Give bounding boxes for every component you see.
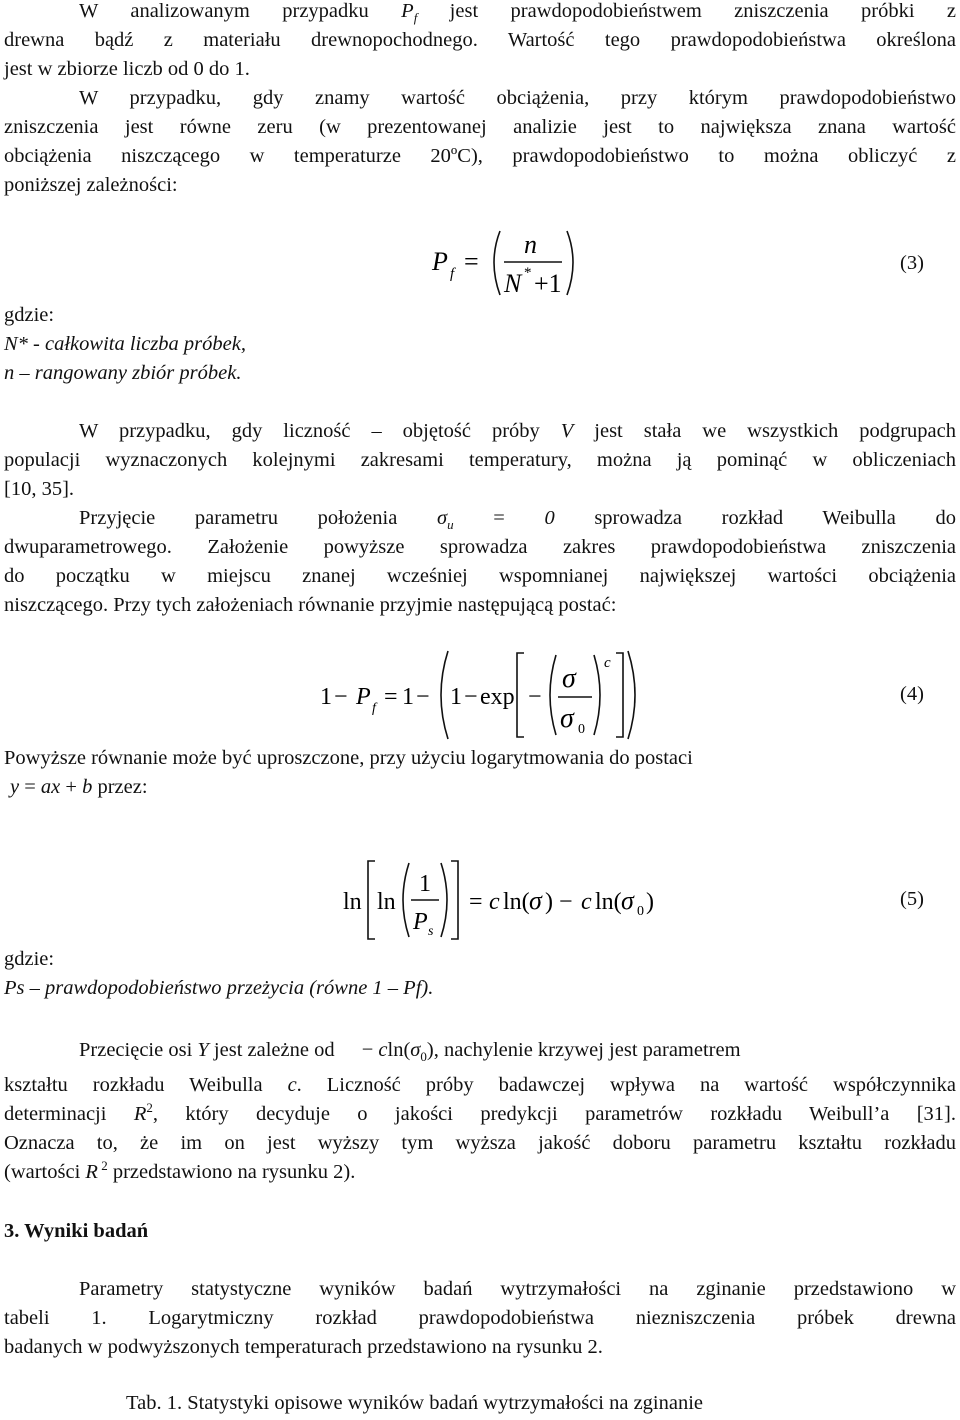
eq4-outer-right-paren	[628, 651, 635, 739]
paragraph-6-line-3: determinacji $R^2$, który decyduje o jakości predykcji parametrów rozkładu Weibull’a [31].	[4, 1100, 956, 1125]
equation-5-graphic	[335, 855, 695, 945]
eq5-c-a: c	[489, 889, 500, 915]
eq4-right-bracket	[616, 653, 623, 737]
eq4-minus-d: −	[528, 684, 542, 710]
paragraph-1-line-1: W analizowanym przypadku $P_f$ jest prawdopodobieństwem zniszczenia próbki z	[79, 0, 956, 26]
eq5-right-bracket	[451, 861, 458, 939]
paragraph-3-line-2: populacji wyznaczonych kolejnymi zakresami temperatury, można ją pominąć w obliczeniach	[4, 449, 956, 471]
paragraph-7-line-1: Parametry statystyczne wyników badań wytrzymałości na zginanie przedstawiono w	[79, 1278, 956, 1300]
paragraph-2-line-4: poniższej zależności:	[4, 174, 178, 196]
eq4-sigma0: σ	[560, 703, 574, 734]
paragraph-6-line-1: Przecięcie osi Y jest zależne od − $cln(\sigma_0)$, nachylenie krzywej jest parametrem	[79, 1039, 741, 1065]
eq3-left-paren	[494, 231, 500, 295]
eq5-ln-a: ln	[343, 889, 362, 915]
paragraph-3-line-1: W przypadku, gdy liczność – objętość próby V jest stała we wszystkich podgrupach	[79, 420, 957, 442]
paragraph-4-line-2: dwuparametrowego. Założenie powyższe sprowadza zakres prawdopodobieństwa zniszczenia	[4, 536, 956, 558]
eq4-exponent-c: c	[604, 655, 611, 671]
eq3-equals: =	[464, 247, 479, 276]
eq3-right-paren	[567, 231, 573, 295]
eq4-p-sub: f	[372, 701, 376, 716]
eq4-equals: =	[384, 684, 398, 710]
paragraph-5-line-1: Powyższe równanie może być uproszczone, przy użyciu logarytmowania do postaci	[4, 747, 693, 769]
equation-3-graphic	[420, 225, 590, 303]
paragraph-6-line-4: Oznacza to, że im on jest wyższy tym wyższa jakość doboru parametru kształtu rozkładu	[4, 1132, 956, 1154]
eq3-den-plus-one: +1	[534, 269, 562, 298]
eq5-close-b: )	[646, 889, 654, 915]
eq5-sigma: σ	[529, 886, 542, 915]
eq5-ps-sub: s	[428, 924, 434, 939]
eq4-one-c: 1	[450, 684, 462, 710]
eq5-sigma0-sub: 0	[637, 904, 644, 919]
eq3-lhs-sub: f	[450, 266, 455, 282]
equation-4-number: (4)	[900, 683, 924, 705]
eq5-ln-c: ln(	[503, 889, 530, 915]
eq5-numerator: 1	[419, 871, 431, 897]
eq5-sigma0: σ	[621, 886, 634, 915]
paragraph-1-line-2: drewna bądź z materiału drewnopochodnego. Wartość tego prawdopodobieństwa określona	[4, 29, 956, 51]
eq4-p: P	[356, 684, 371, 710]
paragraph-7-line-2: tabeli 1. Logarytmiczny rozkład prawdopodobieństwa niezniszczenia próbek drewna	[4, 1307, 956, 1329]
equation-3-number: (3)	[900, 252, 924, 274]
eq4-one-b: 1	[402, 684, 414, 710]
eq5-ln-d: ln(	[595, 889, 622, 915]
paragraph-4-line-1: Przyjęcie parametru położenia $\sigma_u = 0$ sprowadza rozkład Weibulla do	[79, 507, 956, 533]
eq3-den-star: *	[524, 265, 532, 281]
equation-5-number: (5)	[900, 888, 924, 910]
section-heading: 3. Wyniki badań	[4, 1220, 149, 1242]
eq5-minus: −	[559, 889, 573, 915]
eq5-right-paren	[441, 863, 447, 937]
eq3-den-n: N	[504, 269, 522, 298]
paragraph-7-line-3: badanych w podwyższonych temperaturach przedstawiono na rysunku 2.	[4, 1336, 603, 1358]
eq5-close-a: )	[545, 889, 553, 915]
paragraph-6-line-2: kształtu rozkładu Weibulla c. Liczność próby badawczej wpływa na wartość współczynnika	[4, 1074, 956, 1096]
paragraph-1-line-3: jest w zbiorze liczb od 0 do 1.	[4, 58, 250, 80]
definitions-1-item-2: n – rangowany zbiór próbek.	[4, 362, 242, 384]
eq4-minus-b: −	[416, 684, 430, 710]
paragraph-5-line-2: y = ax + b przez:	[10, 776, 148, 798]
definitions-1-item-1: N* - całkowita liczba próbek,	[4, 333, 246, 355]
paragraph-2-line-3: obciążenia niszczącego w temperaturze 20ºC), prawdopodobieństwo to można obliczyć z	[4, 145, 956, 167]
eq4-one-a: 1	[320, 684, 332, 710]
paragraph-4-line-3: do początku w miejscu znanej wcześniej wspomnianej największej wartości obciążenia	[4, 565, 956, 587]
eq3-numerator: n	[524, 230, 537, 259]
definitions-1-label: gdzie:	[4, 304, 55, 326]
table-caption: Tab. 1. Statystyki opisowe wyników badań wytrzymałości na zginanie	[126, 1392, 704, 1414]
paragraph-3-line-3: [10, 35].	[4, 478, 75, 500]
eq4-outer-left-paren	[441, 651, 448, 739]
eq4-minus-a: −	[334, 684, 348, 710]
eq4-exp: exp	[480, 684, 515, 710]
eq5-equals: =	[469, 889, 483, 915]
eq5-ps: P	[413, 909, 428, 935]
paragraph-2-line-1: W przypadku, gdy znamy wartość obciążenia, przy którym prawdopodobieństwo	[79, 87, 956, 109]
definitions-2-label: gdzie:	[4, 948, 55, 970]
eq4-left-bracket	[517, 653, 524, 737]
definitions-2-item-1: Ps – prawdopodobieństwo przeżycia (równe 1 – Pf).	[4, 977, 434, 999]
eq4-sigma: σ	[562, 663, 576, 694]
paragraph-4-line-4: niszczącego. Przy tych założeniach równanie przyjmie następującą postać:	[4, 594, 617, 616]
eq5-ln-b: ln	[377, 889, 396, 915]
eq5-left-bracket	[368, 861, 375, 939]
eq3-lhs: P	[432, 247, 448, 276]
equation-4-graphic	[310, 645, 650, 745]
eq4-sigma0-sub: 0	[578, 722, 585, 737]
eq4-inner-right-paren	[594, 655, 600, 735]
eq5-left-paren	[403, 863, 409, 937]
paragraph-2-line-2: zniszczenia jest równe zeru (w prezentowanej analizie jest to największa znana wartość	[4, 116, 956, 138]
paragraph-6-line-5: (wartości R $^2$ przedstawiono na rysunku 2).	[4, 1158, 356, 1183]
eq4-inner-left-paren	[550, 655, 556, 735]
eq5-c-b: c	[581, 889, 592, 915]
eq4-minus-c: −	[464, 684, 478, 710]
